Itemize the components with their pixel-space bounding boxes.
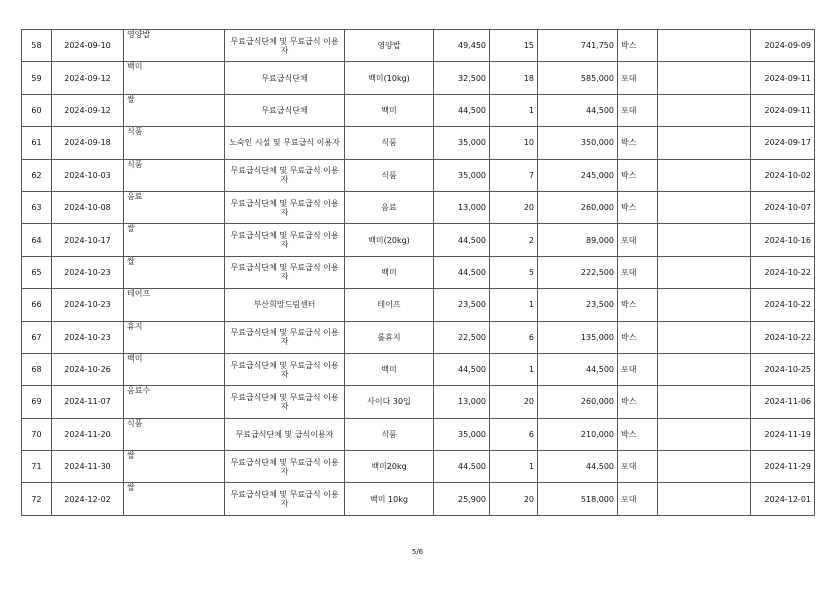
table-body [22,30,815,516]
item-spec-cell: 음료 [345,191,434,223]
recipient-cell: 무료급식단체 [225,62,345,94]
recipient-cell: 무료급식단체 및 무료급식 이용자 [225,30,345,62]
expiry-date-cell: 2024-10-02 [751,159,815,191]
unit-price-cell: 22,500 [434,321,490,353]
item-name-cell: 식품 [124,159,225,191]
quantity-cell: 6 [490,418,538,450]
row-number-cell: 63 [22,191,52,223]
donation-table [21,29,815,516]
table-row [22,127,815,159]
quantity-cell: 15 [490,30,538,62]
quantity-cell: 20 [490,483,538,515]
recipient-cell: 부산희망드림센터 [225,289,345,321]
total-amount-cell: 260,000 [538,386,618,418]
unit-price-cell: 35,000 [434,159,490,191]
note-cell [658,159,751,191]
expiry-date-cell: 2024-10-22 [751,289,815,321]
packaging-unit-cell: 박스 [618,127,658,159]
note-cell [658,483,751,515]
packaging-unit-cell: 박스 [618,30,658,62]
row-number-cell: 60 [22,94,52,126]
item-name-cell: 쌀 [124,451,225,483]
item-spec-cell: 백미(20kg) [345,224,434,256]
row-number-cell: 68 [22,353,52,385]
item-spec-cell: 백미 10kg [345,483,434,515]
note-cell [658,30,751,62]
recipient-cell: 무료급식단체 및 무료급식 이용자 [225,321,345,353]
note-cell [658,94,751,126]
packaging-unit-cell: 박스 [618,289,658,321]
note-cell [658,191,751,223]
table-row [22,94,815,126]
expiry-date-cell: 2024-11-06 [751,386,815,418]
packaging-unit-cell: 박스 [618,159,658,191]
row-number-cell: 62 [22,159,52,191]
total-amount-cell: 210,000 [538,418,618,450]
quantity-cell: 10 [490,127,538,159]
unit-price-cell: 49,450 [434,30,490,62]
total-amount-cell: 222,500 [538,256,618,288]
note-cell [658,127,751,159]
unit-price-cell: 44,500 [434,94,490,126]
recipient-cell: 무료급식단체 및 급식이용자 [225,418,345,450]
table-row [22,289,815,321]
expiry-date-cell: 2024-10-22 [751,256,815,288]
note-cell [658,451,751,483]
quantity-cell: 20 [490,386,538,418]
packaging-unit-cell: 포대 [618,94,658,126]
quantity-cell: 18 [490,62,538,94]
expiry-date-cell: 2024-10-16 [751,224,815,256]
expiry-date-cell: 2024-09-11 [751,94,815,126]
quantity-cell: 20 [490,191,538,223]
expiry-date-cell: 2024-09-11 [751,62,815,94]
table-row [22,353,815,385]
packaging-unit-cell: 포대 [618,353,658,385]
item-name-cell: 영양밥 [124,30,225,62]
donation-date-cell: 2024-09-12 [52,94,124,126]
donation-date-cell: 2024-12-02 [52,483,124,515]
note-cell [658,353,751,385]
row-number-cell: 69 [22,386,52,418]
item-name-cell: 쌀 [124,94,225,126]
item-spec-cell: 백미 [345,353,434,385]
item-spec-cell: 영양밥 [345,30,434,62]
packaging-unit-cell: 포대 [618,224,658,256]
table-row [22,191,815,223]
unit-price-cell: 44,500 [434,353,490,385]
item-name-cell: 테이프 [124,289,225,321]
recipient-cell: 노숙인 시설 및 무료급식 이용자 [225,127,345,159]
donation-date-cell: 2024-09-18 [52,127,124,159]
donation-date-cell: 2024-11-20 [52,418,124,450]
expiry-date-cell: 2024-09-17 [751,127,815,159]
total-amount-cell: 44,500 [538,353,618,385]
note-cell [658,289,751,321]
total-amount-cell: 135,000 [538,321,618,353]
donation-date-cell: 2024-10-23 [52,321,124,353]
donation-date-cell: 2024-11-07 [52,386,124,418]
recipient-cell: 무료급식단체 및 무료급식 이용자 [225,256,345,288]
table-row [22,159,815,191]
note-cell [658,418,751,450]
donation-date-cell: 2024-11-30 [52,451,124,483]
row-number-cell: 70 [22,418,52,450]
note-cell [658,62,751,94]
packaging-unit-cell: 박스 [618,386,658,418]
packaging-unit-cell: 포대 [618,256,658,288]
note-cell [658,321,751,353]
item-name-cell: 식품 [124,127,225,159]
item-spec-cell: 백미 [345,256,434,288]
recipient-cell: 무료급식단체 [225,94,345,126]
total-amount-cell: 44,500 [538,451,618,483]
item-name-cell: 쌀 [124,483,225,515]
donation-date-cell: 2024-10-26 [52,353,124,385]
item-name-cell: 음료수 [124,386,225,418]
total-amount-cell: 350,000 [538,127,618,159]
total-amount-cell: 23,500 [538,289,618,321]
recipient-cell: 무료급식단체 및 무료급식 이용자 [225,191,345,223]
total-amount-cell: 245,000 [538,159,618,191]
unit-price-cell: 25,900 [434,483,490,515]
item-name-cell: 음료 [124,191,225,223]
unit-price-cell: 13,000 [434,386,490,418]
recipient-cell: 무료급식단체 및 무료급식 이용자 [225,353,345,385]
quantity-cell: 7 [490,159,538,191]
row-number-cell: 71 [22,451,52,483]
quantity-cell: 1 [490,353,538,385]
donation-date-cell: 2024-09-10 [52,30,124,62]
row-number-cell: 65 [22,256,52,288]
quantity-cell: 1 [490,94,538,126]
item-spec-cell: 식품 [345,418,434,450]
unit-price-cell: 44,500 [434,224,490,256]
item-spec-cell: 식품 [345,159,434,191]
table-row [22,256,815,288]
item-spec-cell: 식품 [345,127,434,159]
donation-date-cell: 2024-10-17 [52,224,124,256]
table-row [22,483,815,515]
packaging-unit-cell: 박스 [618,321,658,353]
expiry-date-cell: 2024-09-09 [751,30,815,62]
expiry-date-cell: 2024-11-19 [751,418,815,450]
row-number-cell: 67 [22,321,52,353]
recipient-cell: 무료급식단체 및 무료급식 이용자 [225,224,345,256]
item-name-cell: 휴지 [124,321,225,353]
table-row [22,386,815,418]
expiry-date-cell: 2024-12-01 [751,483,815,515]
note-cell [658,224,751,256]
item-name-cell: 쌀 [124,224,225,256]
total-amount-cell: 585,000 [538,62,618,94]
note-cell [658,386,751,418]
row-number-cell: 58 [22,30,52,62]
row-number-cell: 59 [22,62,52,94]
expiry-date-cell: 2024-10-25 [751,353,815,385]
row-number-cell: 66 [22,289,52,321]
note-cell [658,256,751,288]
item-spec-cell: 사이다 30입 [345,386,434,418]
recipient-cell: 무료급식단체 및 무료급식 이용자 [225,386,345,418]
quantity-cell: 1 [490,451,538,483]
table-row [22,30,815,62]
expiry-date-cell: 2024-11-29 [751,451,815,483]
item-spec-cell: 백미(10kg) [345,62,434,94]
row-number-cell: 64 [22,224,52,256]
item-spec-cell: 백미20kg [345,451,434,483]
total-amount-cell: 260,000 [538,191,618,223]
expiry-date-cell: 2024-10-07 [751,191,815,223]
item-spec-cell: 롤휴지 [345,321,434,353]
total-amount-cell: 741,750 [538,30,618,62]
table-row [22,418,815,450]
total-amount-cell: 89,000 [538,224,618,256]
quantity-cell: 2 [490,224,538,256]
recipient-cell: 무료급식단체 및 무료급식 이용자 [225,483,345,515]
packaging-unit-cell: 포대 [618,483,658,515]
unit-price-cell: 35,000 [434,418,490,450]
item-spec-cell: 백미 [345,94,434,126]
donation-date-cell: 2024-10-03 [52,159,124,191]
donation-date-cell: 2024-10-08 [52,191,124,223]
table-row [22,321,815,353]
table-row [22,62,815,94]
unit-price-cell: 32,500 [434,62,490,94]
total-amount-cell: 44,500 [538,94,618,126]
unit-price-cell: 13,000 [434,191,490,223]
item-name-cell: 식품 [124,418,225,450]
table-row [22,451,815,483]
donation-date-cell: 2024-10-23 [52,289,124,321]
donation-date-cell: 2024-09-12 [52,62,124,94]
packaging-unit-cell: 박스 [618,191,658,223]
packaging-unit-cell: 포대 [618,451,658,483]
recipient-cell: 무료급식단체 및 무료급식 이용자 [225,159,345,191]
table-row [22,224,815,256]
item-name-cell: 쌀 [124,256,225,288]
row-number-cell: 72 [22,483,52,515]
quantity-cell: 1 [490,289,538,321]
item-name-cell: 백미 [124,62,225,94]
recipient-cell: 무료급식단체 및 무료급식 이용자 [225,451,345,483]
total-amount-cell: 518,000 [538,483,618,515]
item-spec-cell: 테이프 [345,289,434,321]
packaging-unit-cell: 포대 [618,62,658,94]
page-number: 5/6 [411,548,424,556]
donation-date-cell: 2024-10-23 [52,256,124,288]
unit-price-cell: 35,000 [434,127,490,159]
row-number-cell: 61 [22,127,52,159]
unit-price-cell: 44,500 [434,451,490,483]
expiry-date-cell: 2024-10-22 [751,321,815,353]
packaging-unit-cell: 박스 [618,418,658,450]
unit-price-cell: 44,500 [434,256,490,288]
item-name-cell: 백미 [124,353,225,385]
unit-price-cell: 23,500 [434,289,490,321]
quantity-cell: 6 [490,321,538,353]
quantity-cell: 5 [490,256,538,288]
